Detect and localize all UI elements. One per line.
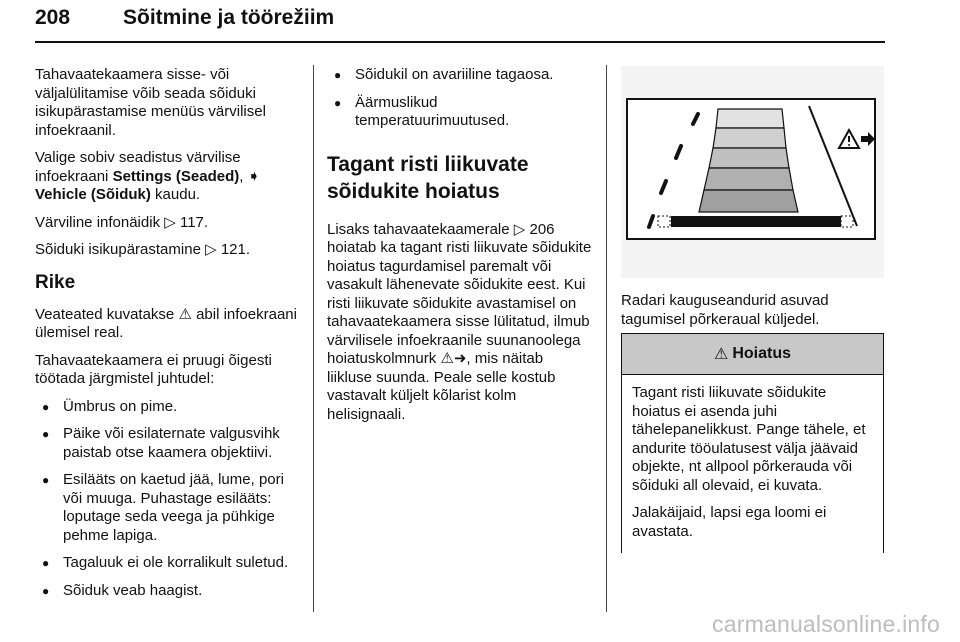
page-reference-icon: ▷ xyxy=(164,213,176,231)
paragraph xyxy=(35,214,303,233)
text: Valige sobiv seadistus värvilise infoekraani xyxy=(35,149,241,185)
page-reference: 117. xyxy=(179,213,209,231)
guide-zone xyxy=(716,109,784,128)
text: , mis näitab liikluse suunda. Peale selle kostub vastavalt küljelt kõlarist kolm helisignaali. xyxy=(327,350,556,423)
list-item: ● Ümbrus on pime. xyxy=(35,398,303,417)
page-reference-icon: ▷ xyxy=(513,220,526,238)
text: Värviline infonäidik xyxy=(35,213,165,231)
figure-caption: Radari kauguseandurid asuvad tagumisel põrkeraual küljedel. xyxy=(621,292,829,328)
list-item: ● Päike või esilaternate valgusvihk paistab otse kaamera objektiivi. xyxy=(35,425,303,462)
column-2 xyxy=(327,66,592,433)
text: Lisaks tahavaatekaamerale xyxy=(327,220,514,238)
warning-body xyxy=(622,375,883,541)
watermark: carmanualsonline.info xyxy=(712,611,940,637)
menu-settings-link: Settings (Seaded) xyxy=(112,167,240,185)
guide-zone xyxy=(713,128,786,148)
bullet-list xyxy=(327,66,592,131)
list-item: ● Tagaluuk ei ole korralikult suletud. xyxy=(35,554,303,573)
column-3 xyxy=(621,292,884,338)
paragraph: Tagant risti liikuvate sõidukite hoiatus ei asenda juhi tähelepanelikkust. Pange tähele, et andurite tööulatusest välja jäävaid objekte, nt allpool põrkerauda või sõiduki all olevaid, ei kuvata. xyxy=(632,384,866,494)
guide-zone xyxy=(699,190,798,212)
section-heading: Tagant risti liikuvate sõidukite hoiatus xyxy=(327,152,529,203)
bumper-bar xyxy=(671,216,841,227)
list-item: ● Äärmuslikud temperatuurimuutused. xyxy=(327,94,592,131)
bullet-list xyxy=(35,398,303,601)
warning-header xyxy=(622,334,883,375)
paragraph xyxy=(35,241,303,260)
warning-arrow-icon: ⚠➜ xyxy=(440,350,467,367)
paragraph xyxy=(35,306,303,343)
section-heading: Rike xyxy=(35,271,76,293)
warning-box xyxy=(621,333,884,553)
page-number: 208 xyxy=(35,6,71,29)
list-item: ● Esilääts on kaetud jää, lume, pori või muuga. Puhastage esilääts: loputage seda veega ja pühkige pehme lapiga. xyxy=(35,471,303,545)
header-rule xyxy=(35,41,885,43)
warning-title: Hoiatus xyxy=(732,345,791,362)
column-divider-1 xyxy=(313,65,314,612)
warning-triangle-icon: ⚠ xyxy=(178,305,192,323)
page-reference-icon: ▷ xyxy=(205,241,217,258)
paragraph: Jalakäijaid, lapsi ega loomi ei avastata. xyxy=(632,504,827,540)
text: abil infoekraani ülemisel real. xyxy=(35,305,297,341)
page-reference: 206 xyxy=(529,220,555,238)
text: kaudu. xyxy=(150,186,201,203)
list-item: ● Sõiduk veab haagist. xyxy=(35,582,303,601)
list-item: ● Sõidukil on avariiline tagaosa. xyxy=(327,66,592,85)
rear-camera-illustration xyxy=(621,66,884,278)
column-1 xyxy=(35,66,303,609)
warning-symbol-icon: ⚠ xyxy=(713,346,729,363)
text: Sõiduki isikupärastamine xyxy=(35,241,206,258)
guide-zone xyxy=(704,168,793,190)
paragraph xyxy=(327,221,592,425)
paragraph: Tahavaatekaamera ei pruugi õigesti töötada järgmistel juhtudel: xyxy=(35,351,272,387)
camera-display-svg xyxy=(621,66,884,278)
paragraph: Valige sobiv seadistus värvilise infoekraani Settings (Seaded), ➧ Vehicle (Sõiduk) kaudu. xyxy=(35,149,261,203)
paragraph: Tahavaatekaamera sisse- või väljalülitamise võib seada sõiduki isikupärastamise menüüs värvilisel infoekraanil. xyxy=(35,66,266,139)
arrow-right-icon: ➧ xyxy=(247,167,261,185)
page-header xyxy=(35,6,334,30)
column-divider-2 xyxy=(606,65,607,612)
page-title: Sõitmine ja töörežiim xyxy=(123,6,335,29)
guide-zone xyxy=(709,148,789,168)
page-reference: 121. xyxy=(220,241,251,258)
text: hoiatab ka tagant risti liikuvate sõidukite hoiatus tagurdamisel paremalt või vasakult lähenevate sõidukite eest. Kui risti liikuvate sõidukite avastamisel on tahavaatekaamera sisse lülitatud, ilmub värvilisele infoekraanile suunanoolega hoiatuskolmnurk xyxy=(327,239,592,367)
text: Veateated kuvatakse xyxy=(35,305,179,323)
menu-vehicle-link: Vehicle (Sõiduk) xyxy=(35,186,151,203)
